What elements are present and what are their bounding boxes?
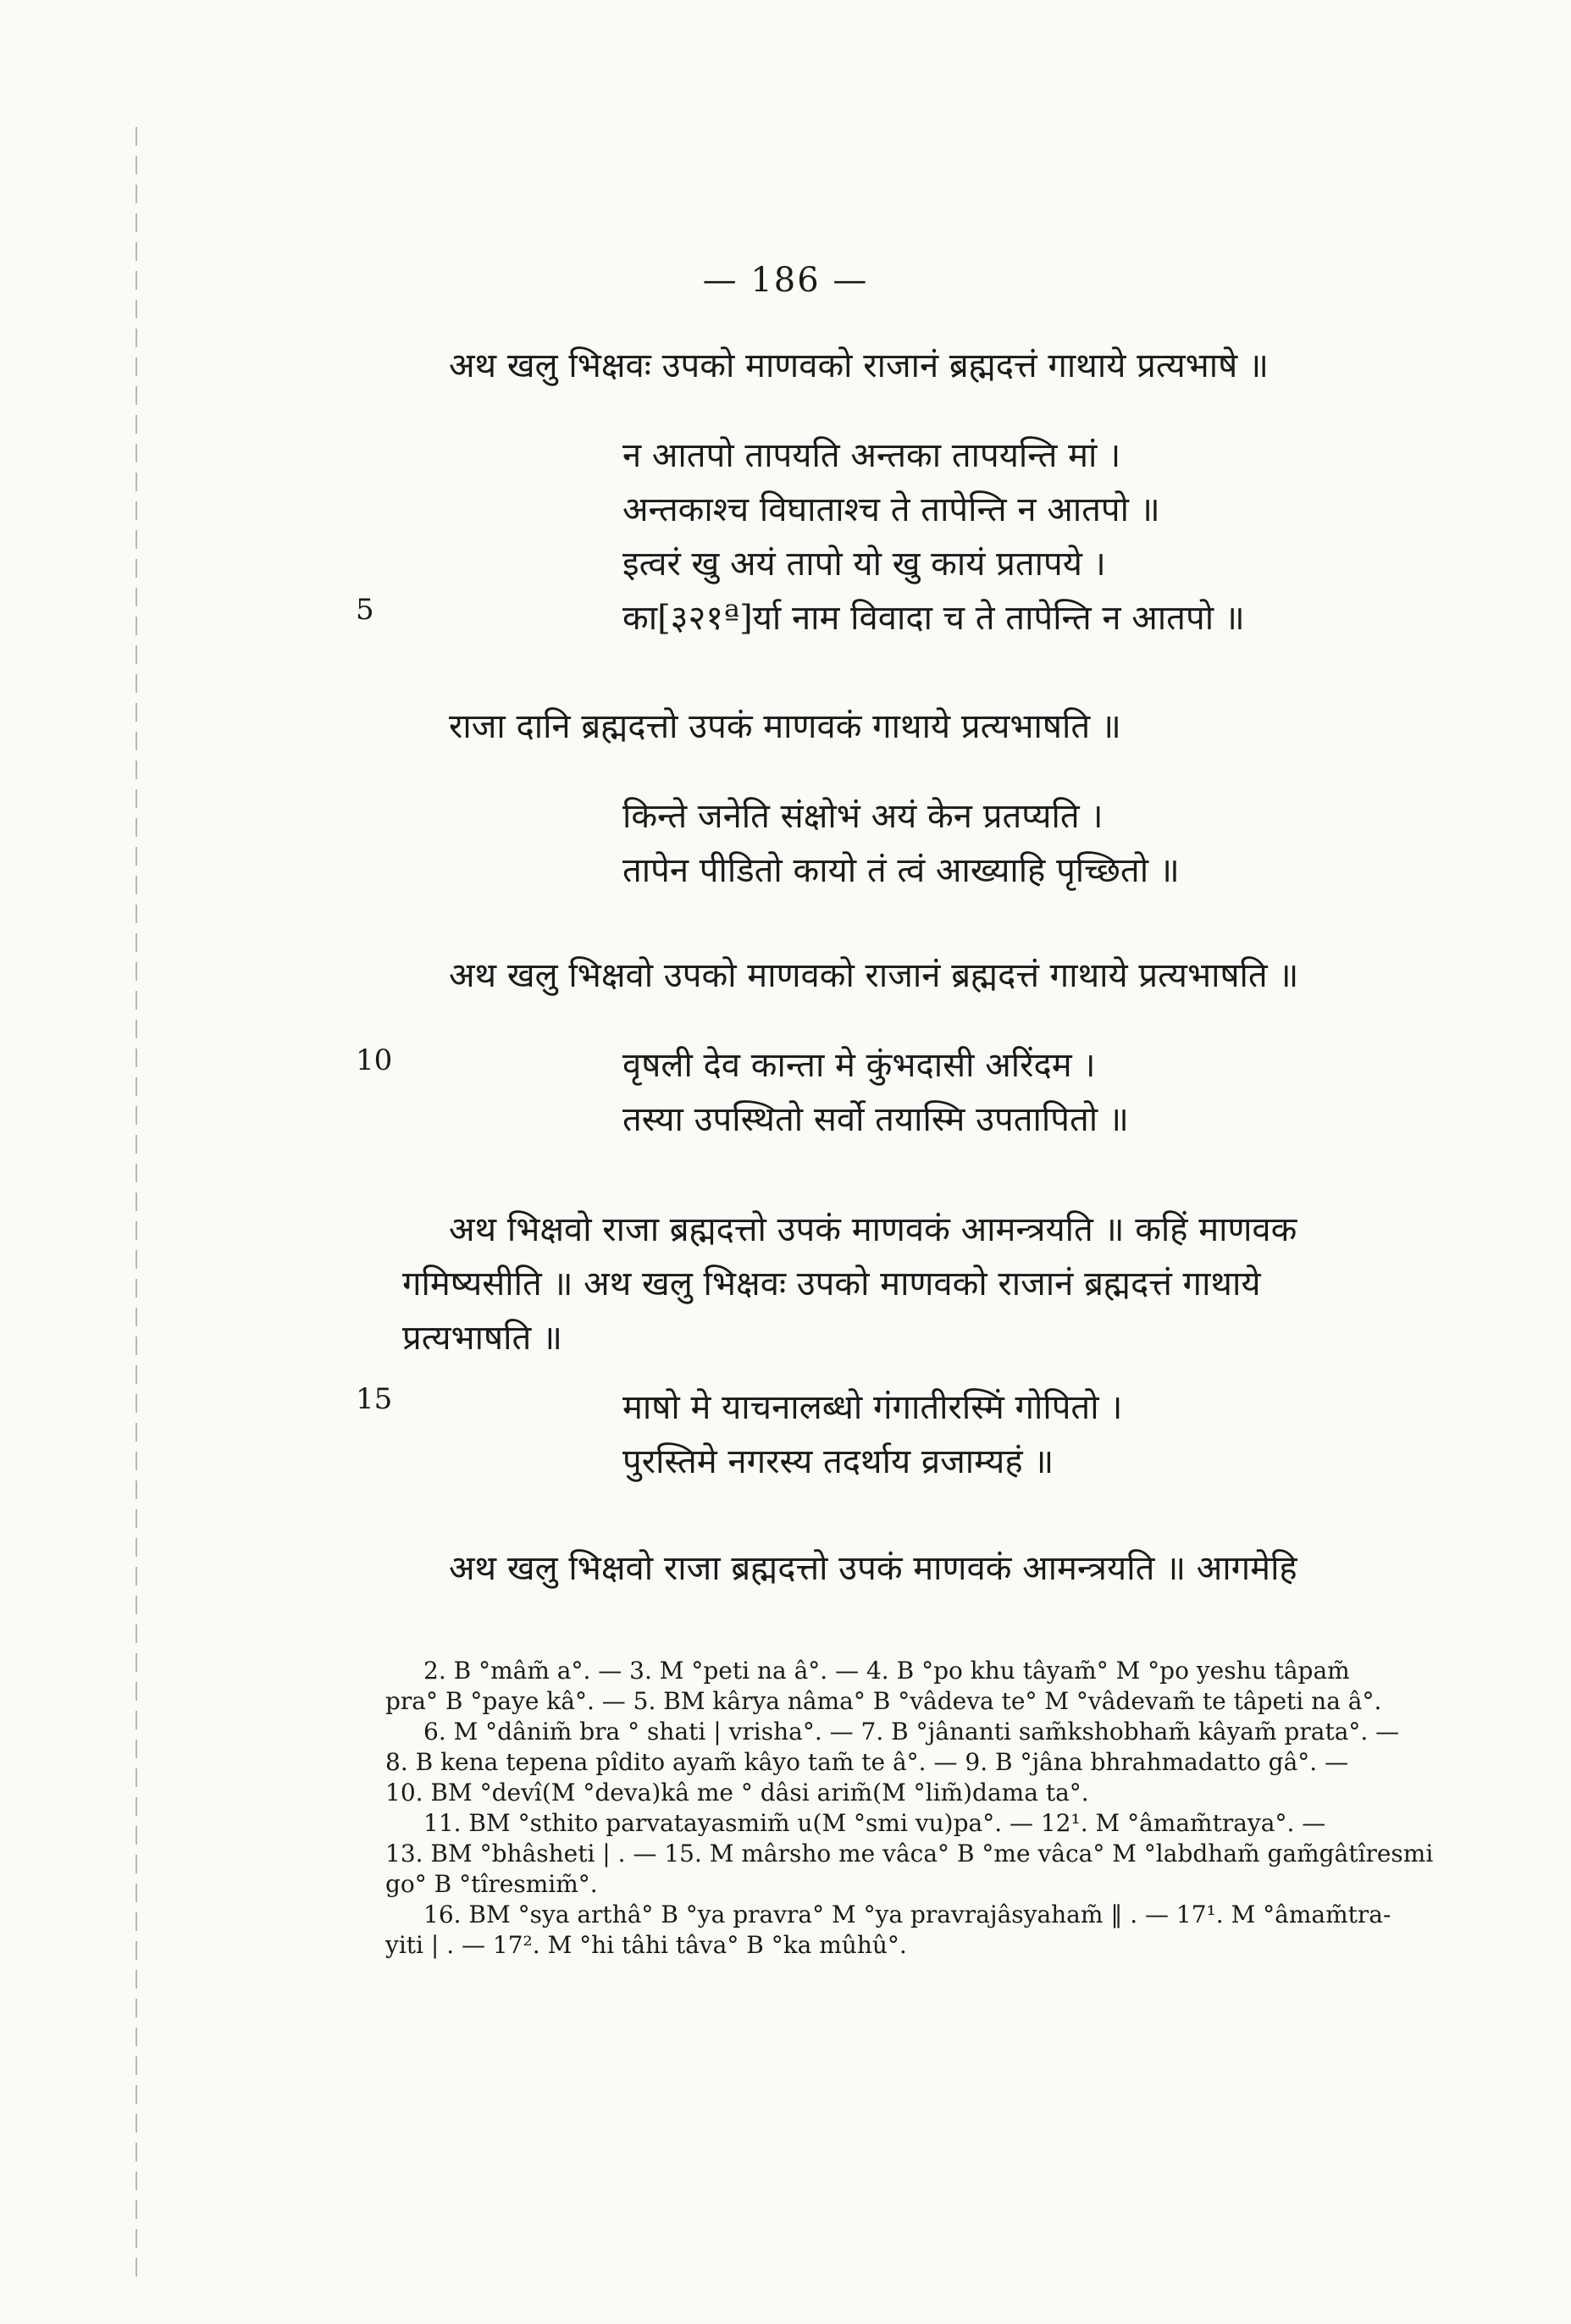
verse-block-2 [622, 789, 1180, 898]
verse-block-1 [622, 429, 1245, 645]
verse-line: न आतपो तापयति अन्तका तापयन्ति मां । [622, 436, 1121, 475]
footnote-line: 13. BM °bhâsheti | . — 15. M mârsho me vâca° B °me vâca° M °labdham̃ gam̃gâtîresmi [385, 1840, 1434, 1868]
verse-line: माषो मे याचनालब्धो गंगातीरस्मिं गोपितो । [622, 1388, 1123, 1427]
verse-line: तस्या उपस्थितो सर्वो तयास्मि उपतापितो ॥ [622, 1100, 1129, 1139]
verse-line: किन्ते जनेति संक्षोभं अयं केन प्रतप्यति । [622, 797, 1104, 836]
verse-block-3 [622, 1038, 1129, 1147]
text-line: गमिष्यसीति ॥ अथ खलु भिक्षवः उपको माणवको राजानं ब्रह्मदत्तं गाथाये [402, 1264, 1261, 1303]
footnote-line: go° B °tîresmim̃°. [385, 1870, 598, 1898]
footnotes [385, 1656, 1486, 1961]
verse-line: वृषली देव कान्ता मे कुंभदासी अरिंदम । [622, 1046, 1096, 1085]
verse-line: अन्तकाश्च विघाताश्च ते तापेन्ति न आतपो ॥ [622, 490, 1160, 529]
footnote-line: 11. BM °sthito parvatayasmim̃ u(M °smi vu)pa°. — 12¹. M °âmam̃traya°. — [423, 1809, 1326, 1837]
text-line: अथ खलु भिक्षवो उपको माणवको राजानं ब्रह्मदत्तं गाथाये प्रत्यभाषति ॥ [449, 956, 1299, 995]
footnote-line: 10. BM °devî(M °deva)kâ me ° dâsi arim̃(M °lim̃)dama ta°. [385, 1779, 1089, 1807]
prose-paragraph-2 [449, 700, 1121, 754]
text-line: अथ खलु भिक्षवः उपको माणवको राजानं ब्रह्मदत्तं गाथाये प्रत्यभाषे ॥ [449, 346, 1269, 385]
footnote-line: pra° B °paye kâ°. — 5. BM kârya nâma° B °vâdeva te° M °vâdevam̃ te tâpeti na â°. [385, 1687, 1382, 1715]
text-line: प्रत्यभाषति ॥ [402, 1319, 562, 1358]
footnote-line: 2. B °mâm̃ a°. — 3. M °peti na â°. — 4. B °po khu tâyam̃° M °po yeshu tâpam̃ [423, 1657, 1350, 1685]
text-line: अथ भिक्षवो राजा ब्रह्मदत्तो उपकं माणवकं आमन्त्रयति ॥ कहिं माणवक [449, 1210, 1297, 1249]
prose-paragraph-1 [449, 339, 1269, 393]
line-number-15: 15 [356, 1382, 393, 1416]
verse-line: इत्वरं खु अयं तापो यो खु कायं प्रतापये । [622, 545, 1106, 584]
prose-paragraph-3 [449, 949, 1298, 1003]
verse-line: पुरस्तिमे नगरस्य तदर्थाय व्रजाम्यहं ॥ [622, 1442, 1054, 1481]
footnote-line: 16. BM °sya arthâ° B °ya pravra° M °ya pravrajâsyaham̃ ‖ . — 17¹. M °âmam̃tra- [423, 1901, 1391, 1928]
footnote-line: yiti | . — 17². M °hi tâhi tâva° B °ka mûhû°. [385, 1931, 907, 1959]
verse-line: का[३२१ª]र्या नाम विवादा च ते तापेन्ति न आतपो ॥ [622, 599, 1245, 638]
footnote-line: 8. B kena tepena pîdito ayam̃ kâyo tam̃ te â°. — 9. B °jâna bhrahmadatto gâ°. — [385, 1748, 1349, 1776]
verse-block-4 [622, 1381, 1122, 1489]
prose-paragraph-5 [449, 1541, 1297, 1596]
text-line: अथ खलु भिक्षवो राजा ब्रह्मदत्तो उपकं माणवकं आमन्त्रयति ॥ आगमेहि [449, 1549, 1297, 1588]
text-line: राजा दानि ब्रह्मदत्तो उपकं माणवकं गाथाये प्रत्यभाषति ॥ [449, 707, 1121, 746]
verse-line: तापेन पीडितो कायो तं त्वं आख्याहि पृच्छितो ॥ [622, 851, 1180, 890]
page-number: — 186 — [702, 261, 869, 300]
page-edge-rule [136, 127, 137, 2278]
prose-paragraph-4 [402, 1203, 1297, 1365]
line-number-5: 5 [356, 593, 374, 627]
line-number-10: 10 [356, 1043, 393, 1077]
footnote-line: 6. M °dânim̃ bra ° shati | vrisha°. — 7. B °jânanti sam̃kshobham̃ kâyam̃ prata°. — [423, 1718, 1400, 1746]
